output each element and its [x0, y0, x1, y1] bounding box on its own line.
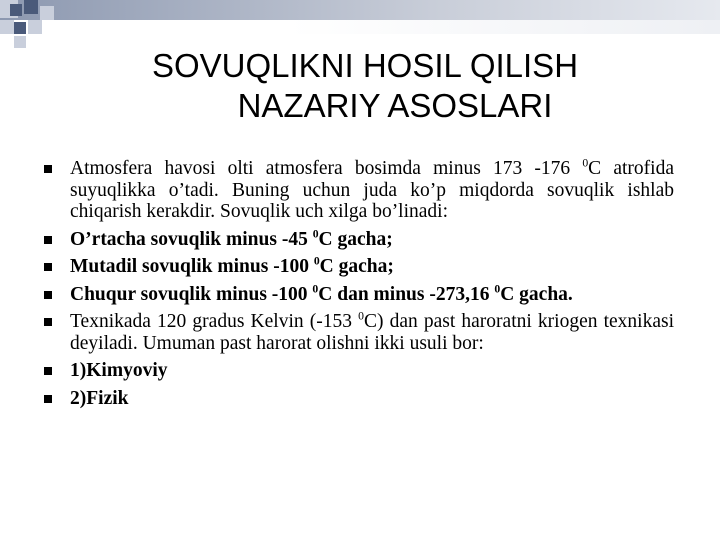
bullet-text: 2)Fizik: [70, 387, 129, 409]
decor-square: [14, 22, 26, 34]
slide-title: [60, 46, 700, 126]
bullet-text: 1)Kimyoviy: [70, 360, 168, 381]
superscript: 0: [313, 254, 320, 268]
bullet-list: [44, 158, 674, 415]
bullet-item: [44, 229, 674, 251]
bullet-text: Mutadil sovuqlik minus -100: [70, 256, 314, 277]
superscript: 0: [312, 227, 319, 240]
bullet-text: C gacha;: [318, 228, 393, 250]
bullet-square-icon: [44, 236, 52, 244]
bullet-square-icon: [44, 367, 52, 375]
decor-square: [40, 6, 54, 20]
bullet-text: C gacha;: [319, 256, 394, 277]
header-decoration-bar: [0, 0, 720, 20]
bullet-text: C dan minus -273,16: [318, 283, 495, 305]
decor-square: [24, 0, 38, 14]
decor-square: [28, 20, 42, 34]
bullet-text: Texnikada 120 gradus Kelvin (-153: [70, 311, 359, 332]
bullet-item: [44, 388, 674, 410]
bullet-item: [44, 360, 674, 382]
bullet-text: C gacha.: [500, 283, 573, 305]
bullet-square-icon: [44, 263, 52, 271]
superscript: 0: [312, 282, 319, 295]
bullet-text: C) dan past haroratni kriogen texnikasi deyiladi. Umuman past harorat olishni ikki usuli bor:: [70, 311, 674, 354]
slide-title-line1: SOVUQLIKNI HOSIL QILISH: [151, 47, 579, 84]
bullet-item: [44, 256, 674, 278]
superscript: 0: [582, 156, 589, 170]
slide-title-line2: NAZARIY ASOSLARI: [237, 87, 553, 124]
bullet-square-icon: [44, 395, 52, 403]
decor-square: [14, 36, 26, 48]
bullet-square-icon: [44, 318, 52, 326]
bullet-item: [44, 158, 674, 223]
header-decoration-strip: [0, 20, 720, 34]
bullet-text: C atrofida suyuqlikka o’tadi. Buning uchun juda ko’p miqdorda sovuqlik ishlab chiqarish kerakdir. Sovuqlik uch xilga bo’linadi:: [70, 158, 674, 222]
decor-square: [0, 20, 14, 34]
bullet-text: Atmosfera havosi olti atmosfera bosimda minus 173 -176: [70, 158, 583, 179]
bullet-text: Chuqur sovuqlik minus -100: [70, 283, 313, 305]
bullet-text: O’rtacha sovuqlik minus -45: [70, 228, 313, 250]
bullet-square-icon: [44, 291, 52, 299]
superscript: 0: [358, 309, 364, 323]
superscript: 0: [494, 282, 501, 295]
decor-square: [10, 4, 22, 16]
bullet-item: [44, 311, 674, 354]
bullet-square-icon: [44, 165, 52, 173]
bullet-item: [44, 284, 674, 306]
